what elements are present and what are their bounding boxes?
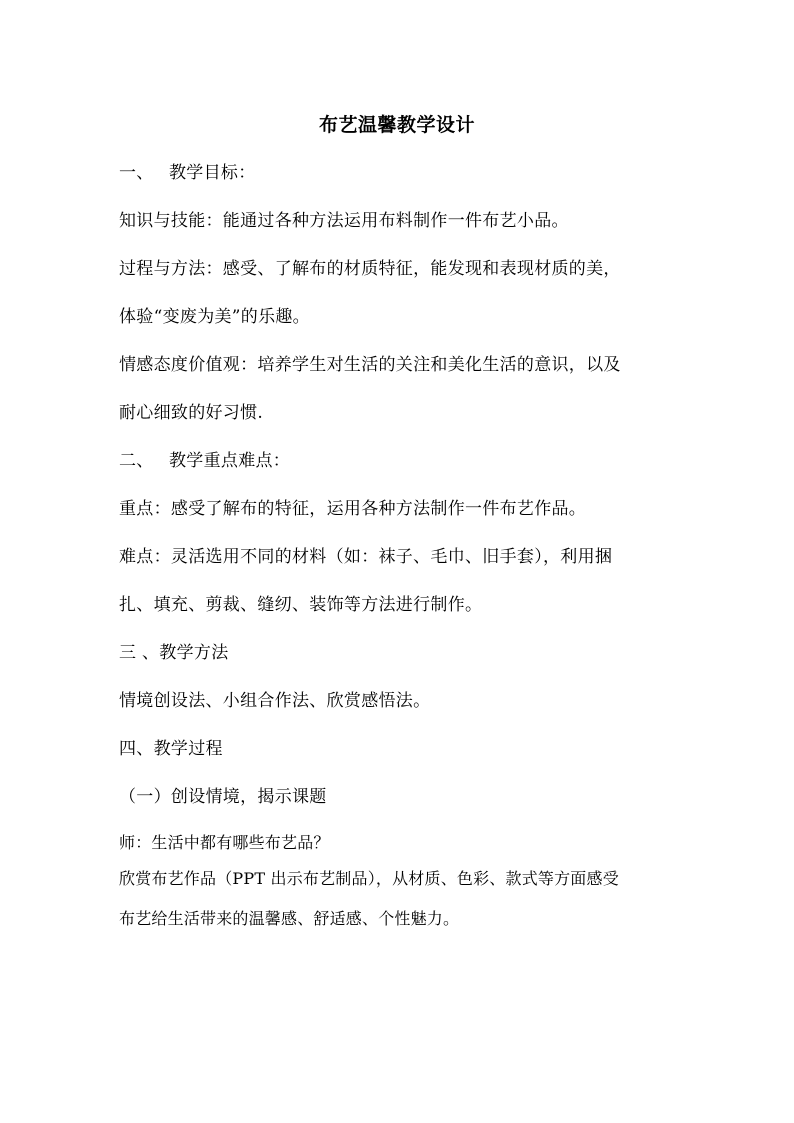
paragraph-appreciation-line1: 欣赏布艺作品（PPT 出示布艺制品），从材质、色彩、款式等方面感受	[119, 869, 619, 888]
paragraph-key-point: 重点：感受了解布的特征，运用各种方法制作一件布艺作品。	[119, 499, 587, 519]
paragraph-difficulty-line2: 扎、填充、剪裁、缝纫、装饰等方法进行制作。	[119, 595, 483, 615]
paragraph-emotional-values-line2: 耐心细致的好习惯.	[119, 403, 264, 423]
paragraph-knowledge-skills: 知识与技能：能通过各种方法运用布料制作一件布艺小品。	[119, 211, 569, 231]
paragraph-teacher-question: 师：生活中都有哪些布艺品？	[119, 833, 330, 852]
section-heading-text: 教学目标：	[169, 163, 256, 183]
section-number: 二、	[119, 451, 154, 471]
section-heading-text: 教学重点难点：	[169, 451, 291, 471]
paragraph-appreciation-line2: 布艺给生活带来的温馨感、舒适感、个性魅力。	[119, 909, 460, 928]
paragraph-difficulty-line1: 难点：灵活选用不同的材料（如：袜子、毛巾、旧手套），利用捆	[119, 547, 613, 567]
paragraph-methods: 情境创设法、小组合作法、欣赏感悟法。	[119, 691, 431, 711]
paragraph-process-methods-line2: 体验“变废为美”的乐趣。	[119, 307, 310, 327]
section-heading-process: 四、教学过程	[119, 739, 223, 759]
section-heading-key-points	[119, 446, 290, 471]
paragraph-emotional-values-line1: 情感态度价值观：培养学生对生活的关注和美化生活的意识，以及	[119, 355, 621, 375]
paragraph-process-methods-line1: 过程与方法：感受、了解布的材质特征，能发现和表现材质的美，	[119, 259, 621, 279]
section-heading-methods: 三 、教学方法	[119, 643, 229, 663]
section-heading-objectives	[119, 158, 256, 183]
document-title: 布艺温馨教学设计	[318, 114, 475, 136]
section-number: 一、	[119, 163, 154, 183]
subsection-heading-intro: （一）创设情境，揭示课题	[119, 787, 327, 807]
